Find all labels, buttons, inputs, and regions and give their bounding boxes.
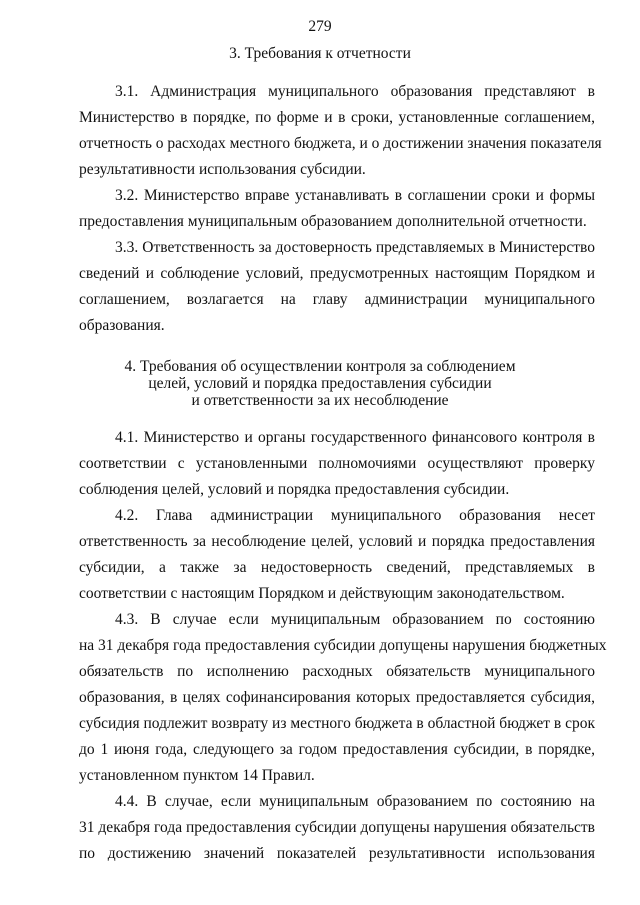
paragraph-4-3-line: на 31 декабря года предоставления субсидии допущены нарушения бюджетных — [79, 637, 607, 654]
paragraph-3-1-line: 3.1. Администрация муниципального образования представляют в — [115, 83, 595, 100]
paragraph-3-2-line: предоставления муниципальным образованием дополнительной отчетности. — [79, 213, 587, 230]
paragraph-4-4-line: 4.4. В случае, если муниципальным образованием по состоянию на — [115, 793, 595, 810]
paragraph-4-3-line: субсидия подлежит возврату из местного бюджета в областной бюджет в срок — [79, 715, 596, 732]
paragraph-4-2-line: субсидии, а также за недостоверность сведений, представляемых в — [79, 559, 595, 576]
paragraph-3-2-line: 3.2. Министерство вправе устанавливать в соглашении сроки и формы — [115, 187, 595, 204]
page-number: 279 — [308, 18, 332, 35]
paragraph-4-3-line: 4.3. В случае если муниципальным образованием по состоянию — [115, 611, 595, 628]
paragraph-4-3-line: установленном пунктом 14 Правил. — [79, 767, 315, 784]
paragraph-3-1-line: отчетность о расходах местного бюджета, и о достижении значения показателя — [79, 135, 602, 152]
paragraph-4-1-line: соблюдения целей, условий и порядка предоставления субсидии. — [79, 481, 510, 498]
paragraph-4-2-line: соответствии с настоящим Порядком и действующим законодательством. — [79, 585, 565, 602]
paragraph-4-3-line: образования, в целях софинансирования которых предоставляется субсидия, — [79, 689, 595, 706]
paragraph-4-1-line: 4.1. Министерство и органы государственного финансового контроля в — [115, 429, 595, 446]
paragraph-4-3-line: обязательств по исполнению расходных обязательств муниципального — [79, 663, 595, 680]
paragraph-4-3-line: до 1 июня года, следующего за годом предоставления субсидии, в порядке, — [79, 741, 595, 758]
paragraph-4-4-line: 31 декабря года предоставления субсидии допущены нарушения обязательств — [79, 819, 595, 836]
section-4-heading-line: 4. Требования об осуществлении контроля за соблюдением — [124, 358, 516, 375]
paragraph-3-3-line: соглашением, возлагается на главу администрации муниципального — [79, 291, 595, 308]
paragraph-3-1-line: результативности использования субсидии. — [79, 161, 366, 178]
paragraph-4-2-line: 4.2. Глава администрации муниципального образования несет — [115, 507, 595, 524]
paragraph-3-1-line: Министерство в порядке, по форме и в сроки, установленные соглашением, — [79, 109, 595, 126]
section-4-heading-line: и ответственности за их несоблюдение — [191, 392, 449, 409]
paragraph-3-3-line: образования. — [79, 317, 165, 334]
section-3-heading: 3. Требования к отчетности — [229, 45, 411, 62]
paragraph-3-3-line: сведений и соблюдение условий, предусмотренных настоящим Порядком и — [79, 265, 595, 282]
paragraph-4-2-line: ответственность за несоблюдение целей, условий и порядка предоставления — [79, 533, 595, 550]
section-4-heading-line: целей, условий и порядка предоставления субсидии — [148, 375, 492, 392]
section-4-heading — [0, 358, 640, 409]
paragraph-4-1-line: соответствии с установленными полномочиями осуществляют проверку — [79, 455, 595, 472]
paragraph-4-4-line: по достижению значений показателей результативности использования — [79, 845, 595, 862]
paragraph-3-3-line: 3.3. Ответственность за достоверность представляемых в Министерство — [115, 239, 595, 256]
